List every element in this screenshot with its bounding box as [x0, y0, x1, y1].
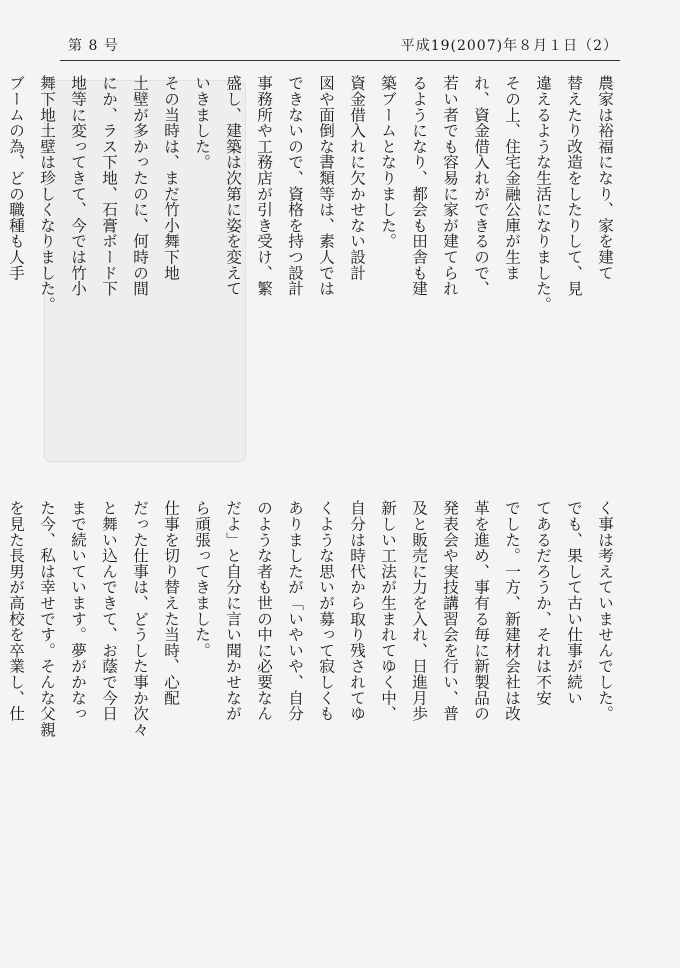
text-column: 新しい工法が生まれてゆく中、 [379, 500, 397, 722]
text-band-bottom [7, 500, 620, 917]
text-column: くような思いが募って寂しくも [317, 500, 335, 722]
text-column: 図や面倒な書類等は、素人では [317, 75, 335, 297]
text-column: にか、ラス下地、石膏ボード下 [100, 75, 118, 297]
text-column: 発表会や実技講習会を行い、普 [441, 500, 459, 722]
text-column: 築ブームとなりました。 [379, 75, 397, 249]
text-column: く事は考えていませんでした。 [596, 500, 614, 722]
text-column: れ、資金借入れができるので、 [472, 75, 490, 297]
text-column: その上、住宅金融公庫が生ま [503, 75, 521, 281]
text-column: るようになり、都会も田舎も建 [410, 75, 428, 297]
text-column: 舞下地土壁は珍しくなりました。 [38, 75, 56, 312]
text-column: 事務所や工務店が引き受け、繁 [255, 75, 273, 297]
text-column: てあるだろうか、それは不安 [534, 500, 552, 706]
text-column: た今、私は幸せです。そんな父親 [38, 500, 56, 737]
text-column: 仕事を切り替えた当時、心配 [162, 500, 180, 706]
text-column: その当時は、まだ竹小舞下地 [162, 75, 180, 281]
text-column: 地等に変ってきて、今では竹小 [69, 75, 87, 297]
text-column: でも、果して古い仕事が続い [565, 500, 583, 706]
text-column: でした。一方、新建材会社は改 [503, 500, 521, 722]
text-column: 資金借入れに欠かせない設計 [348, 75, 366, 281]
text-column: ら頑張ってきました。 [193, 500, 211, 658]
issue-number: 第 8 号 [68, 38, 119, 54]
text-column: 土壁が多かったのに、何時の間 [131, 75, 149, 297]
text-column: ありましたが「いやいや、自分 [286, 500, 304, 722]
text-column: 盛し、建築は次第に姿を変えて [224, 75, 242, 297]
header-rule [60, 60, 620, 61]
text-column: 違えるような生活になりました。 [534, 75, 552, 312]
text-column: だよ」と自分に言い聞かせなが [224, 500, 242, 722]
text-column: だった仕事は、どうした事か次々 [131, 500, 149, 737]
text-column: を見た長男が高校を卒業し、仕 [7, 500, 25, 722]
text-column: まで続いています。夢がかなっ [69, 500, 87, 722]
text-column: ブームの為、どの職種も人手 [7, 75, 25, 281]
text-band-top [7, 75, 620, 492]
text-column: と舞い込んできて、お蔭で今日 [100, 500, 118, 722]
publication-date-page: 平成19(2007)年８月１日（2） [400, 38, 618, 54]
text-column: 替えたり改造をしたりして、見 [565, 75, 583, 297]
text-column: 農家は裕福になり、家を建て [596, 75, 614, 281]
text-column: いきました。 [193, 75, 211, 170]
text-column: 自分は時代から取り残されてゆ [348, 500, 366, 722]
text-column: 革を進め、事有る毎に新製品の [472, 500, 490, 722]
text-column: のような者も世の中に必要なん [255, 500, 273, 722]
text-column: できないので、資格を持つ設計 [286, 75, 304, 297]
text-column: 若い者でも容易に家が建てられ [441, 75, 459, 297]
text-column: 及と販売に力を入れ、日進月歩 [410, 500, 428, 722]
